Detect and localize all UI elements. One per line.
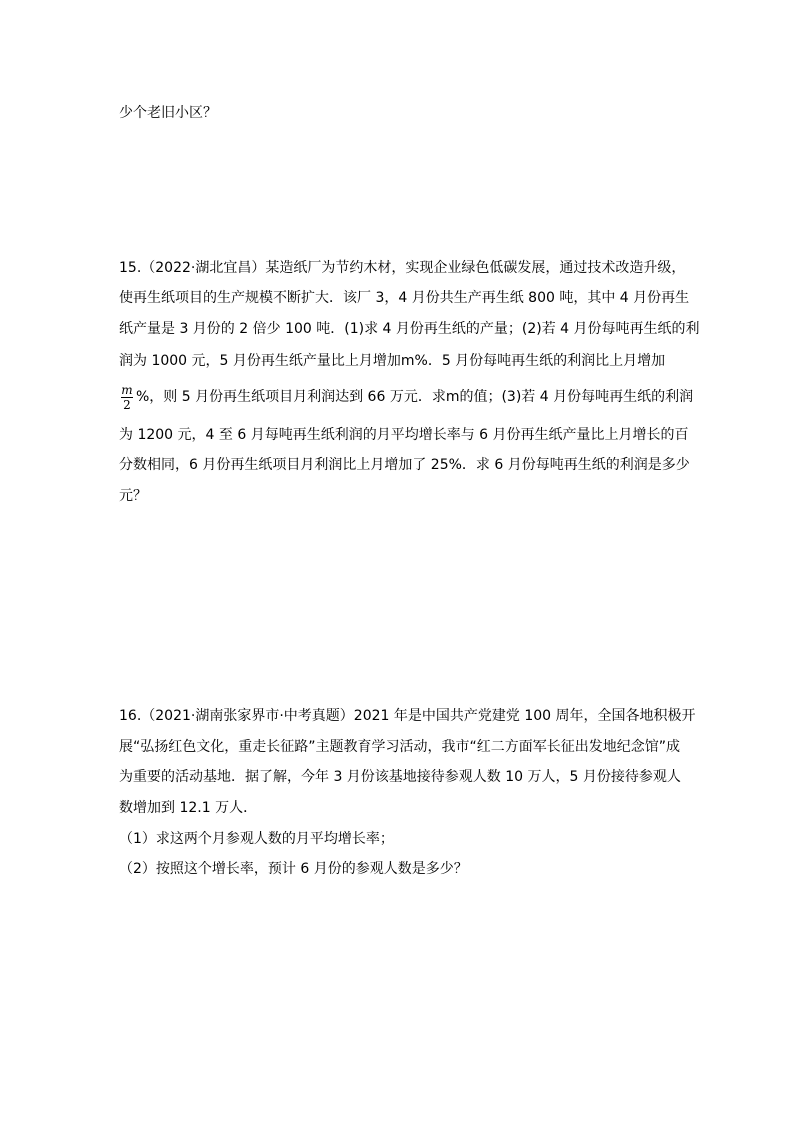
fraction-m-over-2	[119, 383, 135, 412]
q16-line-1: 16.（2021·湖南张家界市·中考真题）2021 年是中国共产党建党 100 周年，全国各地积极开	[119, 708, 696, 724]
q15-line-5: %，则 5 月份再生纸项目月利润达到 66 万元．求m的值；(3)若 4 月份每吨再生纸的利润	[136, 389, 694, 405]
continuation-text: 少个老旧小区？	[119, 105, 217, 121]
q16-line-4: 数增加到 12.1 万人．	[119, 800, 258, 816]
fraction-numerator: m	[121, 383, 133, 397]
q15-line-2: 使再生纸项目的生产规模不断扩大．该厂 3，4 月份共生产再生纸 800 吨，其中 4 月份再生	[119, 290, 690, 306]
q16-part-2: （2）按照这个增长率，预计 6 月份的参观人数是多少？	[119, 861, 468, 877]
fraction-denominator: 2	[123, 398, 131, 412]
q15-line-3: 纸产量是 3 月份的 2 倍少 100 吨．(1)求 4 月份再生纸的产量；(2)若 4 月份每吨再生纸的利	[119, 321, 700, 337]
q16-part-1: （1）求这两个月参观人数的月平均增长率；	[119, 831, 394, 847]
q16-line-3: 为重要的活动基地．据了解，今年 3 月份该基地接待参观人数 10 万人，5 月份接待参观人	[119, 769, 681, 785]
q15-line-4: 润为 1000 元，5 月份再生纸产量比上月增加m%．5 月份每吨再生纸的利润比上月增加	[119, 353, 666, 369]
q16-line-2: 展“弘扬红色文化，重走长征路”主题教育学习活动，我市“红二方面军长征出发地纪念馆”成	[119, 739, 681, 755]
q15-line-7: 分数相同，6 月份再生纸项目月利润比上月增加了 25%．求 6 月份每吨再生纸的利润是多少	[119, 457, 690, 473]
q15-line-6: 为 1200 元，4 至 6 月每吨再生纸利润的月平均增长率与 6 月份再生纸产量比上月增长的百	[119, 427, 689, 443]
q15-line-1: 15.（2022·湖北宜昌）某造纸厂为节约木材，实现企业绿色低碳发展，通过技术改造升级，	[119, 260, 686, 276]
q15-line-8: 元？	[119, 488, 147, 504]
